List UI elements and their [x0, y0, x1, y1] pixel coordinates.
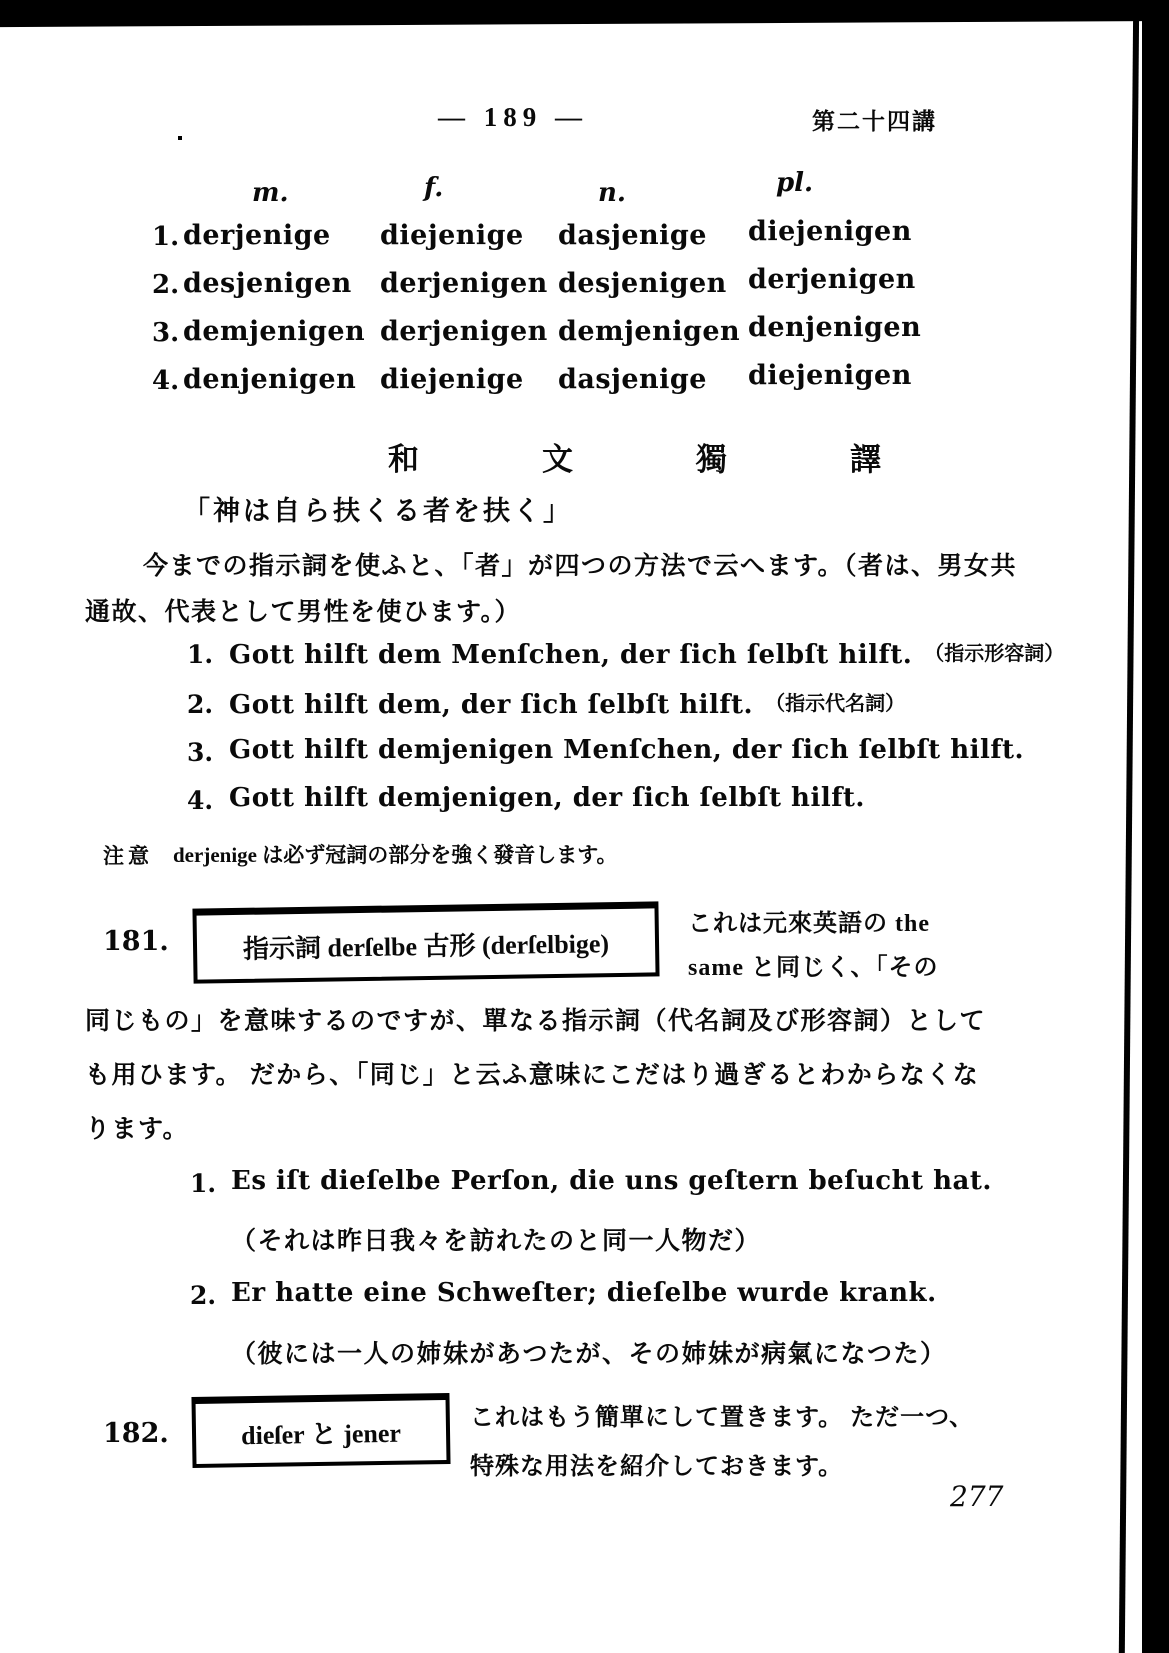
german-sentence: Gott hilft demjenigen Menſchen, der ſich ſelbſt hilft. [229, 735, 1025, 765]
table-cell: derjenigen [748, 264, 916, 295]
column-header-f: f. [424, 173, 444, 203]
table-row-number: 1. [152, 222, 180, 252]
table-row-number: 3. [152, 318, 180, 348]
german-example [229, 687, 905, 720]
german-sentence: Er hatte eine Schweſter; dieſelbe wurde krank. [231, 1278, 937, 1308]
table-cell: derjenige [183, 220, 331, 251]
table-cell: dasjenige [558, 364, 707, 395]
german-sentence: Gott hilft dem, der ſich ſelbſt hilft. [229, 690, 754, 720]
section-number-181: 181. [103, 926, 169, 957]
section-number-182: 182. [103, 1418, 169, 1449]
table-cell: diejenigen [748, 360, 912, 391]
example-number: 3. [187, 738, 214, 767]
intro-paragraph-line: 今までの指示詞を使ふと、「者」が四つの方法で云へます。（者は、男女共 [143, 553, 1018, 580]
example-number: 2. [187, 690, 214, 719]
ink-speck [178, 136, 182, 140]
table-cell: desjenigen [558, 268, 727, 299]
proverb-quote: 「神は自ら扶くる者を扶く」 [183, 496, 573, 526]
side-text-line: 特殊な用法を紹介しておきます。 [470, 1454, 844, 1480]
german-sentence: Es iſt dieſelbe Perſon, die uns geſtern beſucht hat. [231, 1166, 992, 1196]
example-number: 1. [187, 640, 214, 669]
note-label: 注意 [103, 844, 153, 868]
intro-paragraph-line: 通故、代表として男性を使ひます。） [85, 599, 522, 626]
table-cell: desjenigen [183, 268, 352, 299]
german-sentence: Gott hilft dem Menſchen, der ſich ſelbſt hilft. [229, 640, 913, 670]
running-head-page-number: — 189 — [438, 102, 588, 132]
japanese-translation: （それは昨日我々を訪れたのと同一人物だ） [231, 1228, 762, 1255]
page-number-bottom: 277 [950, 1480, 1004, 1513]
body-line: ります。 [85, 1116, 190, 1143]
side-text-line: これは元來英語の the [688, 911, 930, 937]
side-text-line: これはもう簡單にして置きます。 ただ一つ、 [470, 1405, 975, 1431]
table-cell: derjenigen [380, 268, 548, 299]
japanese-translation: （彼には一人の姉妹があつたが、その姉妹が病氣になつた） [231, 1341, 947, 1368]
table-cell: diejenige [380, 220, 524, 251]
table-cell: denjenigen [748, 312, 922, 343]
table-cell: demjenigen [183, 316, 366, 347]
rule-box-title: 指示詞 derſelbe 古形 (derſelbige) [242, 928, 610, 964]
scan-gutter-stripe-thin [1119, 0, 1140, 1653]
rule-box-182 [191, 1393, 450, 1468]
column-header-pl: pl. [776, 168, 814, 198]
german-sentence: Gott hilft demjenigen, der ſich ſelbſt hilft. [229, 783, 865, 813]
german-example [229, 783, 865, 813]
table-row-number: 2. [152, 270, 180, 300]
example-annotation: （指示代名詞） [765, 693, 906, 715]
german-example [229, 735, 1024, 765]
rule-box-181 [192, 901, 659, 983]
side-text-line: same と同じく、「その [688, 955, 939, 981]
body-line: 同じもの」を意味するのですが、單なる指示詞（代名詞及び形容詞）として [85, 1008, 987, 1035]
table-cell: diejenige [380, 364, 524, 395]
table-cell: demjenigen [558, 316, 741, 347]
body-line: も用ひます。 だから、「同じ」と云ふ意味にこだはり過ぎるとわからなくな [85, 1062, 980, 1089]
table-cell: diejenigen [748, 216, 912, 247]
example-number: 4. [187, 786, 214, 815]
scan-edge-top [0, 0, 1169, 27]
running-head-lecture-label: 第二十四講 [812, 108, 937, 134]
scan-gutter-stripe-outer [1142, 0, 1169, 1653]
table-row-number: 4. [152, 366, 180, 396]
example-number: 2. [190, 1281, 217, 1310]
note-text: derjenige は必ず冠詞の部分を強く發音します。 [173, 843, 618, 867]
table-cell: derjenigen [380, 316, 548, 347]
german-example [229, 637, 1064, 670]
table-cell: dasjenige [558, 220, 707, 251]
column-header-n: n. [598, 178, 626, 208]
column-header-m: m. [252, 178, 289, 208]
table-cell: denjenigen [183, 364, 357, 395]
example-annotation: （指示形容詞） [924, 643, 1065, 665]
rule-box-title: dieſer と jener [240, 1418, 402, 1450]
example-number: 1. [190, 1169, 217, 1198]
section-heading-translation: 和 文 獨 譯 [388, 442, 927, 477]
